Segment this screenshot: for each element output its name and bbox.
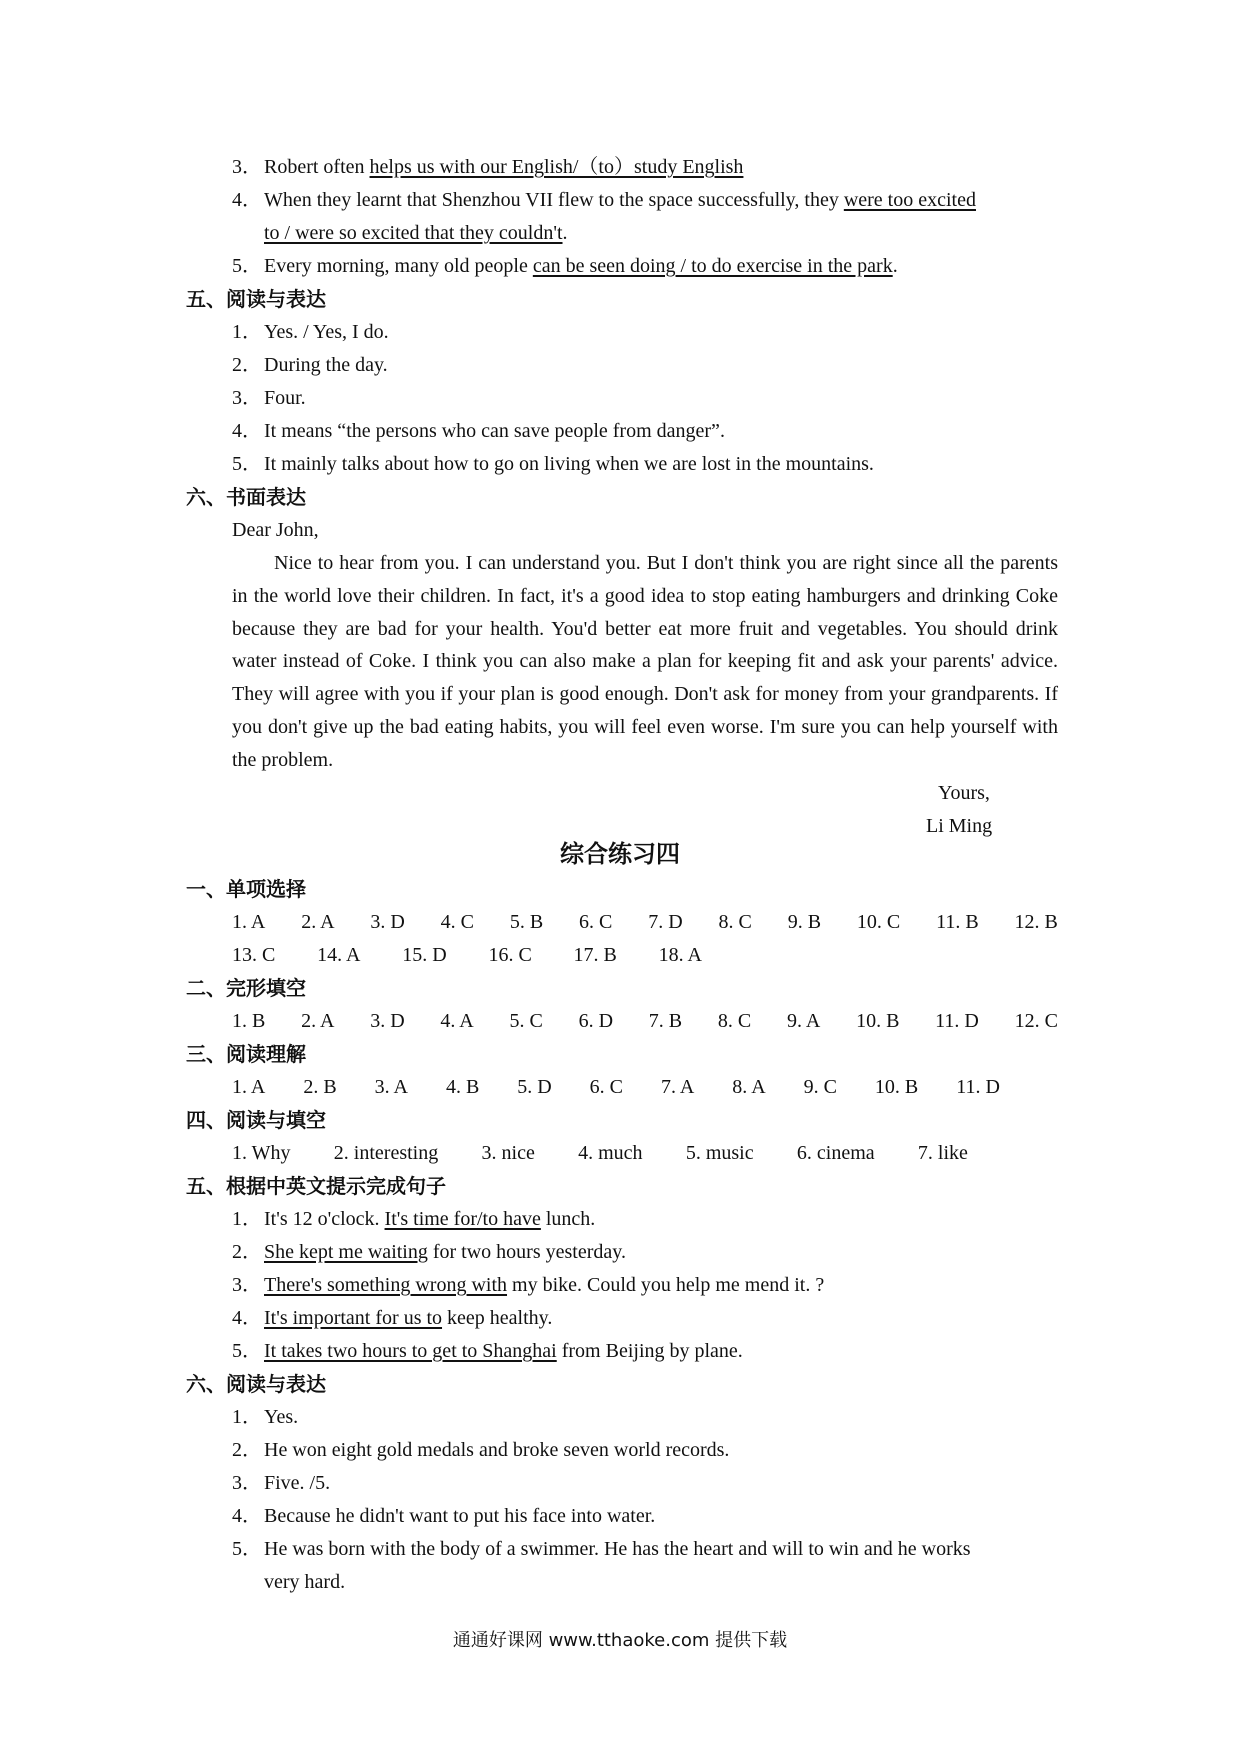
answer-row: 1. B 2. A 3. D 4. A 5. C 6. D 7. B 8. C 9. A 10. B 11. D 12. C — [232, 1010, 1058, 1032]
answer-blank: There's something wrong with — [264, 1274, 508, 1296]
section-heading: 二、完形填空 — [186, 976, 306, 1000]
letter-greeting: Dear John, — [232, 519, 319, 541]
list-item: 4． It's important for us to keep healthy. — [232, 1307, 553, 1329]
letter-closing: Yours, — [938, 782, 990, 804]
list-item: 3． Robert often helps us with our English/（to）study English — [232, 156, 744, 178]
section-heading: 三、阅读理解 — [186, 1042, 306, 1066]
list-item: 3． Five. /5. — [232, 1472, 331, 1494]
list-item: 4． It means “the persons who can save people from danger”. — [232, 420, 725, 442]
answer-blank: were too excited — [843, 189, 976, 211]
list-item: 3． Four. — [232, 387, 306, 409]
list-item: 5． Every morning, many old people can be seen doing / to do exercise in the park. — [232, 255, 898, 277]
list-item: 2． During the day. — [232, 354, 388, 376]
page-title: 综合练习四 — [560, 840, 680, 868]
section-heading: 一、单项选择 — [186, 877, 306, 901]
list-item: 2． He won eight gold medals and broke seven world records. — [232, 1439, 730, 1461]
answer-row: 1. A 2. B 3. A 4. B 5. D 6. C 7. A 8. A 9. C 10. B 11. D — [232, 1076, 1000, 1098]
answer-blank: to / were so excited that they couldn't — [264, 222, 563, 244]
answer-blank: It's time for/to have — [384, 1208, 541, 1230]
list-item-continuation: very hard. — [264, 1571, 346, 1593]
list-item: 5． It takes two hours to get to Shanghai from Beijing by plane. — [232, 1340, 743, 1362]
page-footer: 通通好课网 www.tthaoke.com 提供下载 — [452, 1630, 788, 1651]
list-item: 5． It mainly talks about how to go on living when we are lost in the mountains. — [232, 453, 874, 475]
list-item-continuation: to / were so excited that they couldn't. — [264, 222, 568, 244]
list-item: 1． Yes. — [232, 1406, 299, 1428]
section-heading: 六、阅读与表达 — [186, 1372, 326, 1396]
answer-blank: She kept me waiting — [264, 1241, 428, 1263]
answer-blank: can be seen doing / to do exercise in the park — [532, 255, 893, 277]
answer-blank: It takes two hours to get to Shanghai — [264, 1340, 557, 1362]
answer-blank: It's important for us to — [264, 1307, 443, 1329]
list-item: 4． When they learnt that Shenzhou VII flew to the space successfully, they were too excited — [232, 189, 976, 211]
list-item: 1． It's 12 o'clock. It's time for/to have lunch. — [232, 1208, 596, 1230]
answer-blank: helps us with our English/（to）study English — [369, 156, 744, 178]
section-heading: 六、书面表达 — [186, 485, 306, 509]
list-item: 4． Because he didn't want to put his face into water. — [232, 1505, 656, 1527]
answer-row: 13. C 14. A 15. D 16. C 17. B 18. A — [232, 944, 702, 966]
section-heading: 四、阅读与填空 — [186, 1108, 326, 1132]
letter-body: Nice to hear from you. I can understand you. But I don't think you are right since all the parents in the world love their children. In fact, it's a good idea to stop eating hamburgers and drinking Coke because they are bad for your health. You'd better eat more fruit and vegetables. You should drink water instead of Coke. I think you can also make a plan for keeping fit and ask your parents' advice. They will agree with you if your plan is good enough. Don't ask for money from your grandparents. If you don't give up the bad eating habits, you will feel even worse. I'm sure you can help yourself with the problem. — [232, 552, 1058, 771]
answer-row: 1. Why 2. interesting 3. nice 4. much 5. music 6. cinema 7. like — [232, 1142, 968, 1164]
section-heading: 五、阅读与表达 — [186, 287, 326, 311]
list-item: 3． There's something wrong with my bike. Could you help me mend it. ? — [232, 1274, 825, 1296]
list-item: 5． He was born with the body of a swimmer. He has the heart and will to win and he works — [232, 1538, 971, 1560]
section-heading: 五、根据中英文提示完成句子 — [186, 1174, 446, 1198]
letter-signature: Li Ming — [926, 815, 993, 837]
answer-row: 1. A 2. A 3. D 4. C 5. B 6. C 7. D 8. C 9. B 10. C 11. B 12. B — [232, 911, 1058, 933]
list-item: 1． Yes. / Yes, I do. — [232, 321, 389, 343]
list-item: 2． She kept me waiting for two hours yesterday. — [232, 1241, 626, 1263]
